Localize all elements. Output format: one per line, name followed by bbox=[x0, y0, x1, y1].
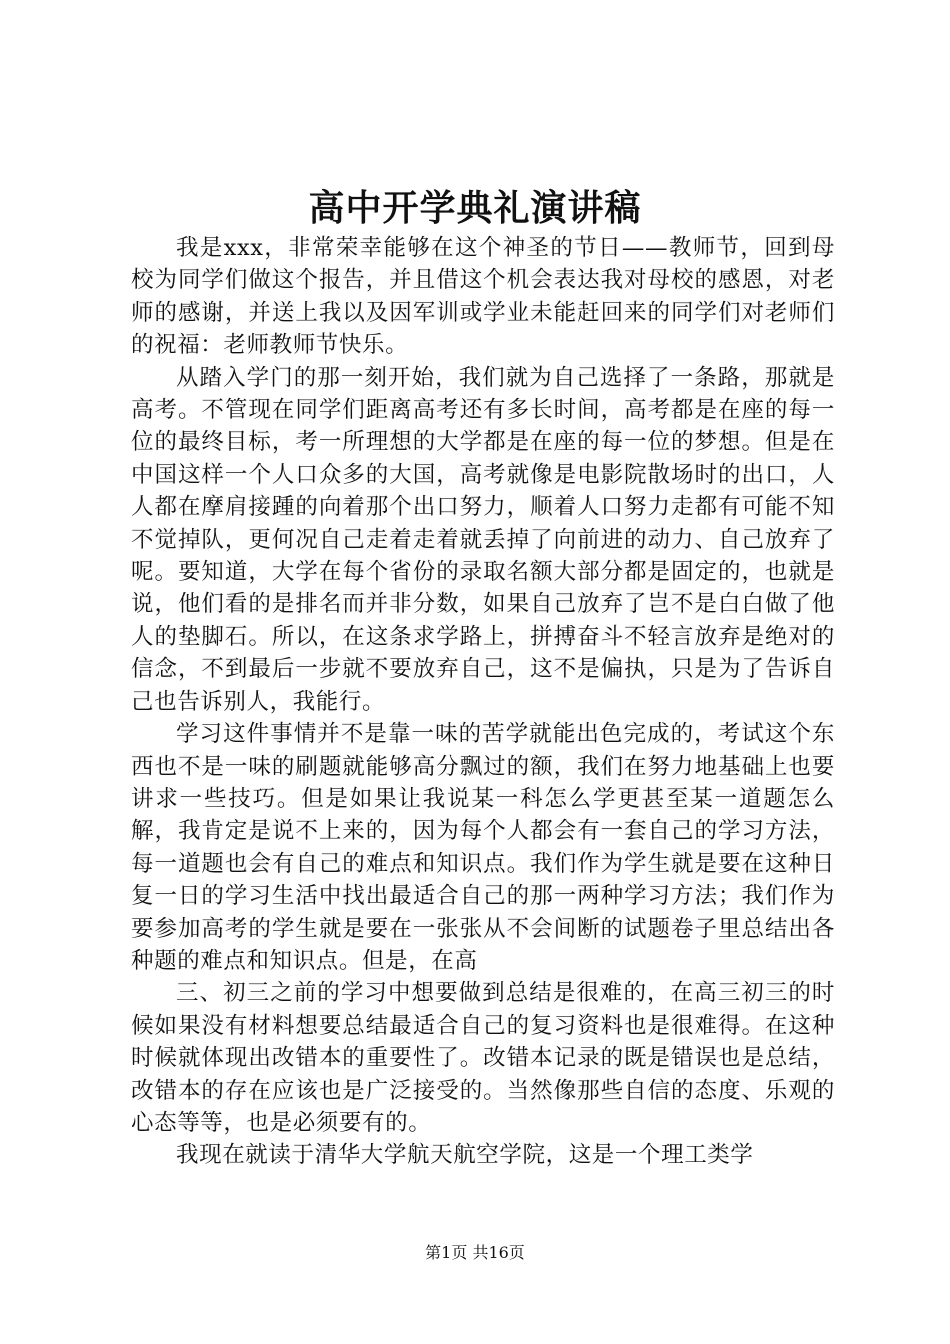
paragraph: 三、初三之前的学习中想要做到总结是很难的，在高三初三的时候如果没有材料想要总结最适合自己的复习资料也是很难得。在这种时候就体现出改错本的重要性了。改错本记录的既是错误也是总结，改错本的存在应该也是广泛接受的。当然像那些自信的态度、乐观的心态等等，也是必须要有的。 bbox=[131, 980, 835, 1136]
document-body bbox=[131, 232, 835, 1172]
paragraph: 学习这件事情并不是靠一味的苦学就能出色完成的，考试这个东西也不是一味的刷题就能够高分飘过的额，我们在努力地基础上也要讲求一些技巧。但是如果让我说某一科怎么学更甚至某一道题怎么解，我肯定是说不上来的，因为每个人都会有一套自己的学习方法，每一道题也会有自己的难点和知识点。我们作为学生就是要在这种日复一日的学习生活中找出最适合自己的那一两种学习方法；我们作为要参加高考的学生就是要在一张张从不会间断的试题卷子里总结出各种题的难点和知识点。但是，在高 bbox=[131, 721, 835, 974]
page-number-footer: 第1页 共16页 bbox=[425, 1243, 525, 1262]
paragraph: 从踏入学门的那一刻开始，我们就为自己选择了一条路，那就是高考。不管现在同学们距离高考还有多长时间，高考都是在座的每一位的最终目标，考一所理想的大学都是在座的每一位的梦想。但是在中国这样一个人口众多的大国，高考就像是电影院散场时的出口，人人都在摩肩接踵的向着那个出口努力，顺着人口努力走都有可能不知不觉掉队，更何况自己走着走着就丢掉了向前进的动力、自己放弃了呢。要知道，大学在每个省份的录取名额大部分都是固定的，也就是说，他们看的是排名而并非分数，如果自己放弃了岂不是白白做了他人的垫脚石。所以，在这条求学路上，拼搏奋斗不轻言放弃是绝对的信念，不到最后一步就不要放弃自己，这不是偏执，只是为了告诉自己也告诉别人，我能行。 bbox=[131, 364, 835, 715]
paragraph: 我是xxx，非常荣幸能够在这个神圣的节日——教师节，回到母校为同学们做这个报告，并且借这个机会表达我对母校的感恩，对老师的感谢，并送上我以及因军训或学业未能赶回来的同学们对老师们的祝福：老师教师节快乐。 bbox=[131, 235, 835, 359]
paragraph: 我现在就读于清华大学航天航空学院，这是一个理工类学 bbox=[176, 1142, 754, 1169]
document-title: 高中开学典礼演讲稿 bbox=[308, 187, 642, 229]
